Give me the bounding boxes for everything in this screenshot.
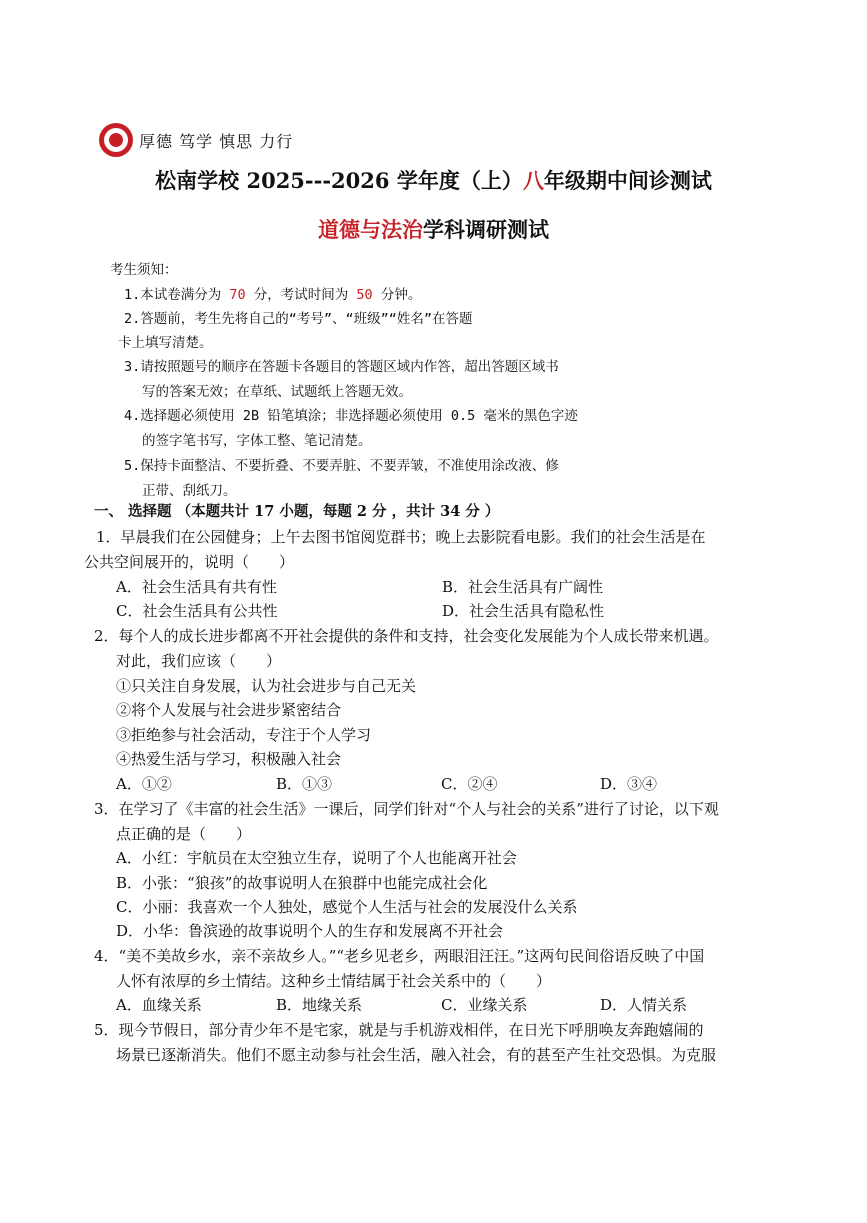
- notice-line-1: 1.本试卷满分为 70 分，考试时间为 50 分钟。: [124, 287, 422, 303]
- q4-option-d: D．人情关系: [600, 996, 688, 1014]
- q1-option-c: C．社会生活具有公共性: [116, 602, 278, 620]
- notice-line-5b: 正带、刮纸刀。: [142, 483, 237, 499]
- question-2-line-2: 对此，我们应该（ ）: [116, 652, 282, 670]
- question-2-line-1: 2．每个人的成长进步都离不开社会提供的条件和支持，社会变化发展能为个人成长带来机遇。: [94, 627, 719, 645]
- q1-option-b: B．社会生活具有广阔性: [442, 578, 604, 596]
- question-5-line-2: 场景已逐渐消失。他们不愿主动参与社会生活，融入社会，有的甚至产生社交恐惧。为克服: [116, 1046, 717, 1064]
- title-suffix: 年级期中间诊测试: [543, 168, 712, 193]
- question-1-line-1: 1．早晨我们在公园健身；上午去图书馆阅览群书；晚上去影院看电影。我们的社会生活是在: [96, 528, 706, 546]
- title-prefix: 松南学校 2025---2026 学年度（上）: [155, 168, 523, 193]
- school-motto: [99, 122, 293, 158]
- q3-option-d: D．小华：鲁滨逊的故事说明个人的生存和发展离不开社会: [116, 922, 504, 940]
- subtitle-rest: 学科调研测试: [423, 217, 549, 242]
- section-heading: 一、 选择题 （本题共计 17 小题，每题 2 分 ，共计 34 分 ）: [94, 503, 500, 520]
- school-logo-icon: [99, 123, 133, 157]
- question-3-line-1: 3．在学习了《丰富的社会生活》一课后，同学们针对“个人与社会的关系”进行了讨论，以下观: [94, 800, 719, 818]
- exam-subtitle: [0, 214, 867, 244]
- q4-option-b: B．地缘关系: [276, 996, 363, 1014]
- question-3-line-2: 点正确的是（ ）: [116, 825, 252, 843]
- q2-statement-3: ③拒绝参与社会活动，专注于个人学习: [116, 726, 372, 744]
- q3-option-a: A．小红：宇航员在太空独立生存，说明了个人也能离开社会: [116, 849, 517, 867]
- q3-option-c: C．小丽：我喜欢一个人独处，感觉个人生活与社会的发展没什么关系: [116, 898, 578, 916]
- notice-line-3a: 3.请按照题号的顺序在答题卡各题目的答题区域内作答，超出答题区域书: [124, 359, 559, 375]
- q4-option-c: C．业缘关系: [441, 996, 528, 1014]
- q2-option-a: A．①②: [116, 775, 172, 793]
- notice-line-4b: 的签字笔书写，字体工整、笔记清楚。: [142, 433, 372, 449]
- q4-option-a: A．血缘关系: [116, 996, 202, 1014]
- exam-title: [0, 165, 867, 195]
- q3-option-b: B．小张：“狼孩”的故事说明人在狼群中也能完成社会化: [116, 874, 488, 892]
- q2-option-d: D．③④: [600, 775, 658, 793]
- notice-line-3b: 写的答案无效；在草纸、试题纸上答题无效。: [142, 384, 412, 400]
- question-4-line-1: 4．“美不美故乡水，亲不亲故乡人。”“老乡见老乡，两眼泪汪汪。”这两句民间俗语反映了中国: [94, 947, 705, 965]
- q1-option-d: D．社会生活具有隐私性: [442, 602, 605, 620]
- q2-statement-1: ①只关注自身发展，认为社会进步与自己无关: [116, 677, 417, 695]
- motto-text: 厚德 笃学 慎思 力行: [139, 131, 294, 151]
- q1-option-a: A．社会生活具有共有性: [116, 578, 277, 596]
- title-grade: 八: [522, 168, 544, 193]
- notice-line-5a: 5.保持卡面整洁、不要折叠、不要弄脏、不要弄皱，不准使用涂改液、修: [124, 458, 559, 474]
- notice-line-2b: 卡上填写清楚。: [118, 335, 213, 351]
- notice-heading: 考生须知：: [110, 262, 178, 278]
- subject-name: 道德与法治: [318, 217, 423, 242]
- q2-option-b: B．①③: [276, 775, 333, 793]
- q2-option-c: C．②④: [441, 775, 498, 793]
- notice-line-2a: 2.答题前，考生先将自己的“考号”、“班级”“姓名”在答题: [124, 311, 473, 327]
- q2-statement-2: ②将个人发展与社会进步紧密结合: [116, 701, 342, 719]
- notice-line-4a: 4.选择题必须使用 2B 铅笔填涂；非选择题必须使用 0.5 毫米的黑色字迹: [124, 408, 578, 424]
- q2-statement-4: ④热爱生活与学习，积极融入社会: [116, 750, 342, 768]
- question-4-line-2: 人怀有浓厚的乡土情结。这种乡土情结属于社会关系中的（ ）: [116, 972, 552, 990]
- question-1-line-2: 公共空间展开的，说明（ ）: [84, 553, 295, 571]
- question-5-line-1: 5．现今节假日，部分青少年不是宅家，就是与手机游戏相伴，在日光下呼朋唤友奔跑嬉闹的: [94, 1021, 704, 1039]
